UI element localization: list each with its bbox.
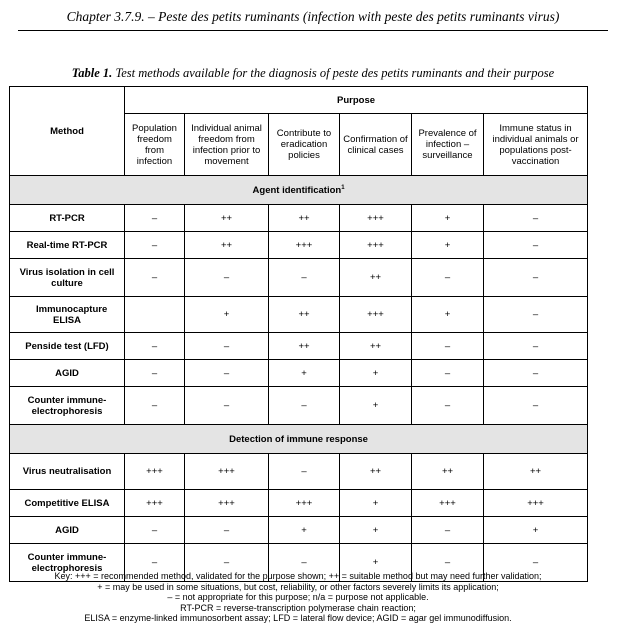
rating-cell: ++	[340, 333, 412, 360]
key-line: Key: +++ = recommended method, validated for the purpose shown; ++ = suitable method but may need further validation;	[54, 571, 542, 581]
rating-cell: +	[484, 517, 588, 544]
rating-cell: –	[125, 387, 185, 425]
rating-cell: ++	[269, 205, 340, 232]
rating-cell: –	[125, 232, 185, 259]
table-caption	[0, 66, 626, 81]
rating-cell: +++	[125, 490, 185, 517]
header-rule	[18, 30, 608, 31]
rating-cell: –	[484, 360, 588, 387]
section-row	[10, 425, 588, 454]
table-row	[10, 297, 588, 333]
method-name: Counter immune-electrophoresis	[10, 387, 125, 425]
purpose-header: Purpose	[125, 87, 588, 114]
rating-cell: ++	[185, 232, 269, 259]
rating-cell: –	[412, 360, 484, 387]
rating-cell: ++	[185, 205, 269, 232]
key-line: ELISA = enzyme-linked immunosorbent assay; LFD = lateral flow device; AGID = agar gel immunodiffusion.	[84, 613, 512, 624]
table-row	[10, 517, 588, 544]
method-name: Competitive ELISA	[10, 490, 125, 517]
rating-cell: –	[484, 297, 588, 333]
rating-cell: +++	[269, 232, 340, 259]
method-name: Counter immune-electrophoresis	[10, 544, 125, 582]
rating-cell: –	[484, 232, 588, 259]
rating-cell: ++	[340, 454, 412, 490]
rating-cell: –	[412, 387, 484, 425]
rating-cell: –	[125, 205, 185, 232]
rating-cell: –	[185, 387, 269, 425]
rating-cell: ++	[269, 333, 340, 360]
rating-cell: –	[185, 544, 269, 582]
rating-cell: +++	[484, 490, 588, 517]
rating-cell: –	[125, 544, 185, 582]
rating-cell: +	[185, 297, 269, 333]
rating-cell: +++	[185, 454, 269, 490]
rating-cell: –	[185, 333, 269, 360]
purpose-column-header: Contribute to eradication policies	[269, 114, 340, 176]
rating-cell: +++	[125, 454, 185, 490]
rating-cell: +	[412, 205, 484, 232]
rating-cell: –	[125, 333, 185, 360]
rating-cell: –	[185, 259, 269, 297]
table-row	[10, 360, 588, 387]
rating-cell: –	[185, 360, 269, 387]
method-name: Virus isolation in cell culture	[10, 259, 125, 297]
key-line: RT-PCR = reverse-transcription polymerase chain reaction;	[180, 602, 416, 613]
section-row	[10, 176, 588, 205]
rating-cell: ++	[340, 259, 412, 297]
rating-cell: –	[484, 544, 588, 582]
section-title	[10, 176, 588, 205]
method-name: Penside test (LFD)	[10, 333, 125, 360]
test-methods-table	[9, 86, 588, 582]
purpose-column-header: Individual animal freedom from infection prior to movement	[185, 114, 269, 176]
method-name: Immunocapture ELISA	[10, 297, 125, 333]
table-row	[10, 490, 588, 517]
rating-cell: –	[484, 205, 588, 232]
method-name: AGID	[10, 360, 125, 387]
rating-cell: –	[269, 544, 340, 582]
rating-cell: +++	[185, 490, 269, 517]
caption-title: Test methods available for the diagnosis of peste des petits ruminants and their purpose	[115, 66, 555, 80]
rating-cell: –	[412, 259, 484, 297]
purpose-column-header: Immune status in individual animals or populations post-vaccination	[484, 114, 588, 176]
rating-cell: +++	[340, 232, 412, 259]
purpose-column-header: Confirmation of clinical cases	[340, 114, 412, 176]
rating-cell: –	[269, 259, 340, 297]
table-row	[10, 259, 588, 297]
rating-cell: –	[269, 387, 340, 425]
table-row	[10, 232, 588, 259]
rating-cell: +	[340, 387, 412, 425]
footnote-marker: 1	[341, 185, 345, 192]
rating-cell: +++	[269, 490, 340, 517]
rating-cell: ++	[412, 454, 484, 490]
section-title-text: Detection of immune response	[229, 433, 368, 445]
key-line: – = not appropriate for this purpose; n/a = purpose not applicable.	[167, 592, 429, 603]
rating-cell: –	[125, 517, 185, 544]
table-key	[9, 571, 587, 624]
section-title	[10, 425, 588, 454]
method-name: Virus neutralisation	[10, 454, 125, 490]
rating-cell: –	[125, 360, 185, 387]
rating-cell: +	[340, 490, 412, 517]
rating-cell	[125, 297, 185, 333]
rating-cell: –	[412, 517, 484, 544]
table-row	[10, 333, 588, 360]
table-row	[10, 205, 588, 232]
rating-cell: +	[269, 517, 340, 544]
caption-label: Table 1.	[71, 66, 113, 80]
method-name: RT-PCR	[10, 205, 125, 232]
table-body	[10, 176, 588, 582]
rating-cell: +	[340, 517, 412, 544]
rating-cell: –	[185, 517, 269, 544]
rating-cell: +	[412, 232, 484, 259]
rating-cell: +	[412, 297, 484, 333]
purpose-column-header: Prevalence of infection – surveillance	[412, 114, 484, 176]
rating-cell: +++	[340, 205, 412, 232]
rating-cell: –	[484, 333, 588, 360]
rating-cell: +	[269, 360, 340, 387]
rating-cell: –	[269, 454, 340, 490]
method-header: Method	[10, 87, 125, 176]
key-line: + = may be used in some situations, but cost, reliability, or other factors severely limits its application;	[97, 581, 499, 592]
rating-cell: –	[125, 259, 185, 297]
rating-cell: –	[412, 544, 484, 582]
chapter-header: Chapter 3.7.9. – Peste des petits ruminants (infection with peste des petits ruminants virus)	[66, 9, 560, 24]
rating-cell: –	[412, 333, 484, 360]
method-name: AGID	[10, 517, 125, 544]
method-name: Real-time RT-PCR	[10, 232, 125, 259]
table-row	[10, 454, 588, 490]
rating-cell: –	[484, 387, 588, 425]
rating-cell: ++	[269, 297, 340, 333]
rating-cell: ++	[484, 454, 588, 490]
purpose-column-header: Population freedom from infection	[125, 114, 185, 176]
table-row	[10, 387, 588, 425]
section-title-text: Agent identification	[252, 185, 342, 197]
rating-cell: +++	[340, 297, 412, 333]
rating-cell: +	[340, 544, 412, 582]
rating-cell: +	[340, 360, 412, 387]
rating-cell: –	[484, 259, 588, 297]
rating-cell: +++	[412, 490, 484, 517]
